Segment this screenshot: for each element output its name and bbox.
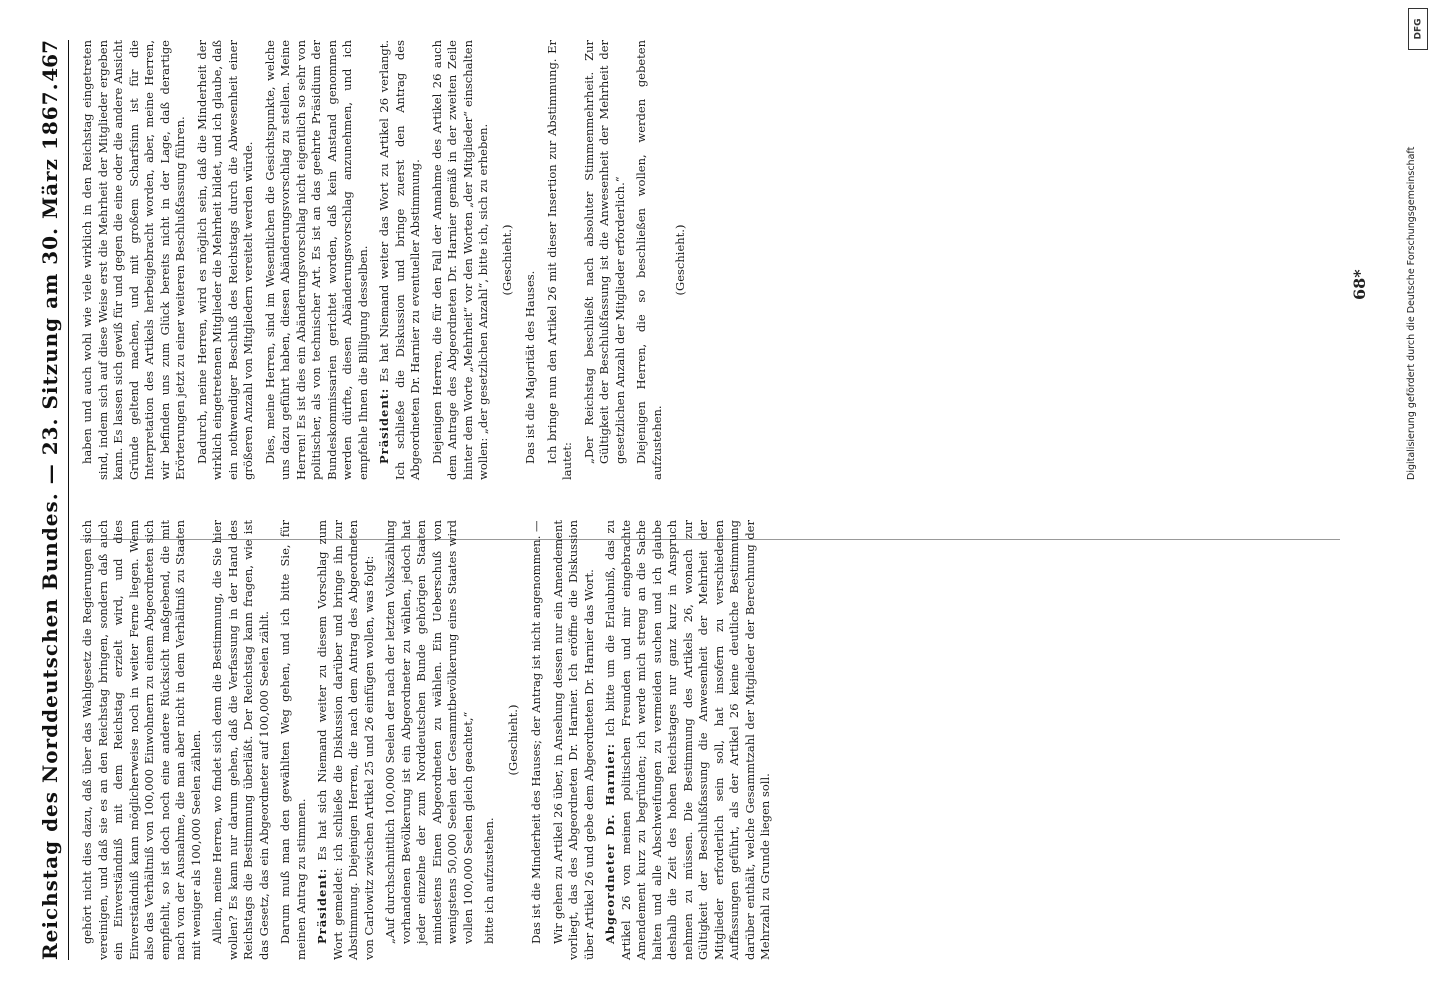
paragraph: gehört nicht dies dazu, daß über das Wahlgesetz die Regierungen sich vereinigen, und daß sie es an den Reichstag bringen, sondern daß auch ein Einverständniß mit dem Reichstag erzielt wird, und dies Einverständniß kann möglicherweise noch in weiter Ferne liegen. Wenn also das Verhältniß von 100,000 Einwohnern zu einem Abgeordneten sich empfiehlt, so ist doch noch eine andere Rücksicht maßgebend, die mit nach von der Ausnahme, die man aber nicht in dem Verhältniß zu Staaten mit weniger als 100,000 Seelen zählen. (80, 520, 203, 960)
paragraph: haben und auch wohl wie viele wirklich in den Reichstag eingetreten sind, indem sich auf diese Weise erst die Mehrheit der Mitglieder ergeben kann. Es lassen sich gewiß für und gegen die eine oder die andere Ansicht Gründe geltend machen, und mit großem Scharfsinn ist für die Interpretation des Artikels herbeigebracht worden, aber, meine Herren, wir befinden uns zum Glück bereits nicht in der Lage, daß derartige Erörterungen jetzt zu einer weiteren Beschlußfassung führen. (80, 40, 187, 480)
paragraph: Wir gehen zu Artikel 26 über, in Ansehung dessen nur ein Amendement vorliegt, das des Abgeordneten Dr. Harnier. Ich eröffne die Diskussion über Artikel 26 und gebe dem Abgeordneten Dr. Harnier das Wort. (550, 520, 596, 960)
dfg-logo: DFG (1408, 8, 1428, 50)
speaker-label: Präsident: (377, 387, 391, 464)
paragraph: Diejenigen Herren, die so beschließen wollen, werden gebeten aufzustehen. (634, 40, 664, 480)
dfg-margin-strip (1400, 0, 1432, 1000)
paragraph: Darum muß man den gewählten Weg gehen, und ich bitte Sie, für meinen Antrag zu stimmen. (278, 520, 308, 960)
page-number: 467 (38, 40, 62, 82)
harnier-statement (603, 520, 774, 960)
president-statement (377, 40, 424, 480)
page-header (28, 40, 69, 960)
paragraph: Allein, meine Herren, wo findet sich denn die Bestimmung, die Sie hier wollen? Es kann nur darum gehen, daß die Verfassung in der Hand des Reichstags die Bestimmung überläßt. Der Reichstag kann fragen, wie ist das Gesetz, das ein Abgeordneter auf 100,000 Seelen zählt. (210, 520, 271, 960)
signature-mark: 68* (1350, 269, 1369, 300)
dfg-notice: Digitalisierung gefördert durch die Deutsche Forschungsgemeinschaft (1406, 146, 1417, 480)
paragraph: Das ist die Minderheit des Hauses; der Antrag ist nicht angenommen. — (529, 520, 543, 944)
speaker-label: Präsident: (315, 867, 329, 944)
quoted-amendment: „Auf durchschnittlich 100,000 Seelen der nach der letzten Volkszählung vorhandenen Bevölkerung ist ein Abgeordneter zu wählen, jedoch hat jeder einzelne der zum Norddeutschen Bunde gehörigen Staaten mindestens Einen Abgeordneten zu wählen. Ein Ueberschuß von wenigstens 50,000 Seelen der Gesammtbevölkerung eines Staates wird vollen 100,000 Seelen gleich geachtet,“ (383, 520, 475, 944)
left-column (80, 520, 1340, 960)
running-title-right: — 23. Sitzung am 30. März 1867. (38, 82, 62, 485)
stage-note: (Geschieht.) (505, 704, 520, 776)
quoted-article: „Der Reichstag beschließt nach absoluter Stimmenmehrheit. Zur Gültigkeit der Beschlußfassung ist die Anwesenheit der Mehrheit der gesetzlichen Anzahl der Mitglieder erforderlich.“ (581, 40, 627, 464)
paragraph: Diejenigen Herren, die für den Fall der Annahme des Artikel 26 auch dem Antrage des Abgeordneten Dr. Harnier gemäß in der zweiten Zeile hinter dem Worte „Mehrheit“ vor den Worten „der Mitglieder“ einschalten wollen: „der gesetzlichen Anzahl“, bitte ich, sich zu erheben. (429, 40, 490, 480)
speaker-label: Abgeordneter Dr. Harnier: (603, 742, 617, 944)
stage-note: (Geschieht.) (673, 224, 687, 296)
paragraph: Das ist die Majorität des Hauses. (523, 270, 537, 464)
statement-text: Ich bitte um die Erlaubniß, das zu Artikel 26 von meinen politischen Freunden und mir eingebrachte Amendement kurz zu begründen; ich werde mich streng an die Sache halten und alle Abschweifungen zu vermeiden suchen und ich glaube deshalb die Zeit des hohen Reichstages nur ganz kurz in Anspruch nehmen zu müssen. Die Bestimmung des Artikels 26, wonach zur Gültigkeit der Beschlußfassung die Anwesenheit der Mehrheit der Mitglieder erforderlich sein soll, hat insofern zu verschiedenen Auffassungen geführt, als der Artikel 26 keine deutliche Bestimmung darüber enthält, welche Gesammtzahl der Mitglieder der Berechnung der Mehrzahl zu Grunde liegen soll. (603, 519, 772, 960)
president-statement (315, 520, 377, 960)
paragraph: Dies, meine Herren, sind im Wesentlichen die Gesichtspunkte, welche uns dazu geführt haben, diesen Abänderungsvorschlag zu stellen. Meine Herren! Es ist dies ein Abänderungsvorschlag nicht eigentlich so sehr von politischer, als von technischer Art. Es ist an das geehrte Präsidium der Bundeskommissarien gerichtet worden, daß kein Anstand genommen werden dürfte, diesen Abänderungsvorschlag anzunehmen, und ich empfehle Ihnen die Billigung desselben. (262, 40, 370, 480)
text-columns (80, 40, 1340, 960)
statement-text: Es hat Niemand weiter das Wort zu Artikel 26 verlangt. Ich schließe die Diskussion und bringe zuerst den Antrag des Abgeordneten Dr. Harnier zu eventueller Abstimmung. (377, 39, 422, 480)
right-column (80, 40, 1340, 480)
running-title-left: Reichstag des Norddeutschen Bundes. (38, 492, 62, 960)
running-title (38, 82, 62, 960)
stage-note: (Geschieht.) (499, 224, 514, 296)
paragraph: Dadurch, meine Herren, wird es möglich sein, daß die Minderheit der wirklich eingetretenen Mitglieder die Mehrheit bildet, und ich glaube, daß ein nothwendiger Beschluß des Reichstags durch die Abwesenheit einer größeren Anzahl von Mitgliedern vereitelt werden würde. (194, 40, 255, 480)
paragraph: bitte ich aufzustehen. (482, 817, 496, 944)
statement-text: Es hat sich Niemand weiter zu diesem Vorschlag zum Wort gemeldet: ich schließe die Diskussion darüber und bringe ihn zur Abstimmung. Diejenigen Herren, die nach dem Antrag des Abgeordneten von Carlowitz zwischen Artikel 25 und 26 einfügen wollen, was folgt: (315, 520, 376, 960)
paragraph: Ich bringe nun den Artikel 26 mit dieser Insertion zur Abstimmung. Er lautet: (544, 40, 574, 480)
